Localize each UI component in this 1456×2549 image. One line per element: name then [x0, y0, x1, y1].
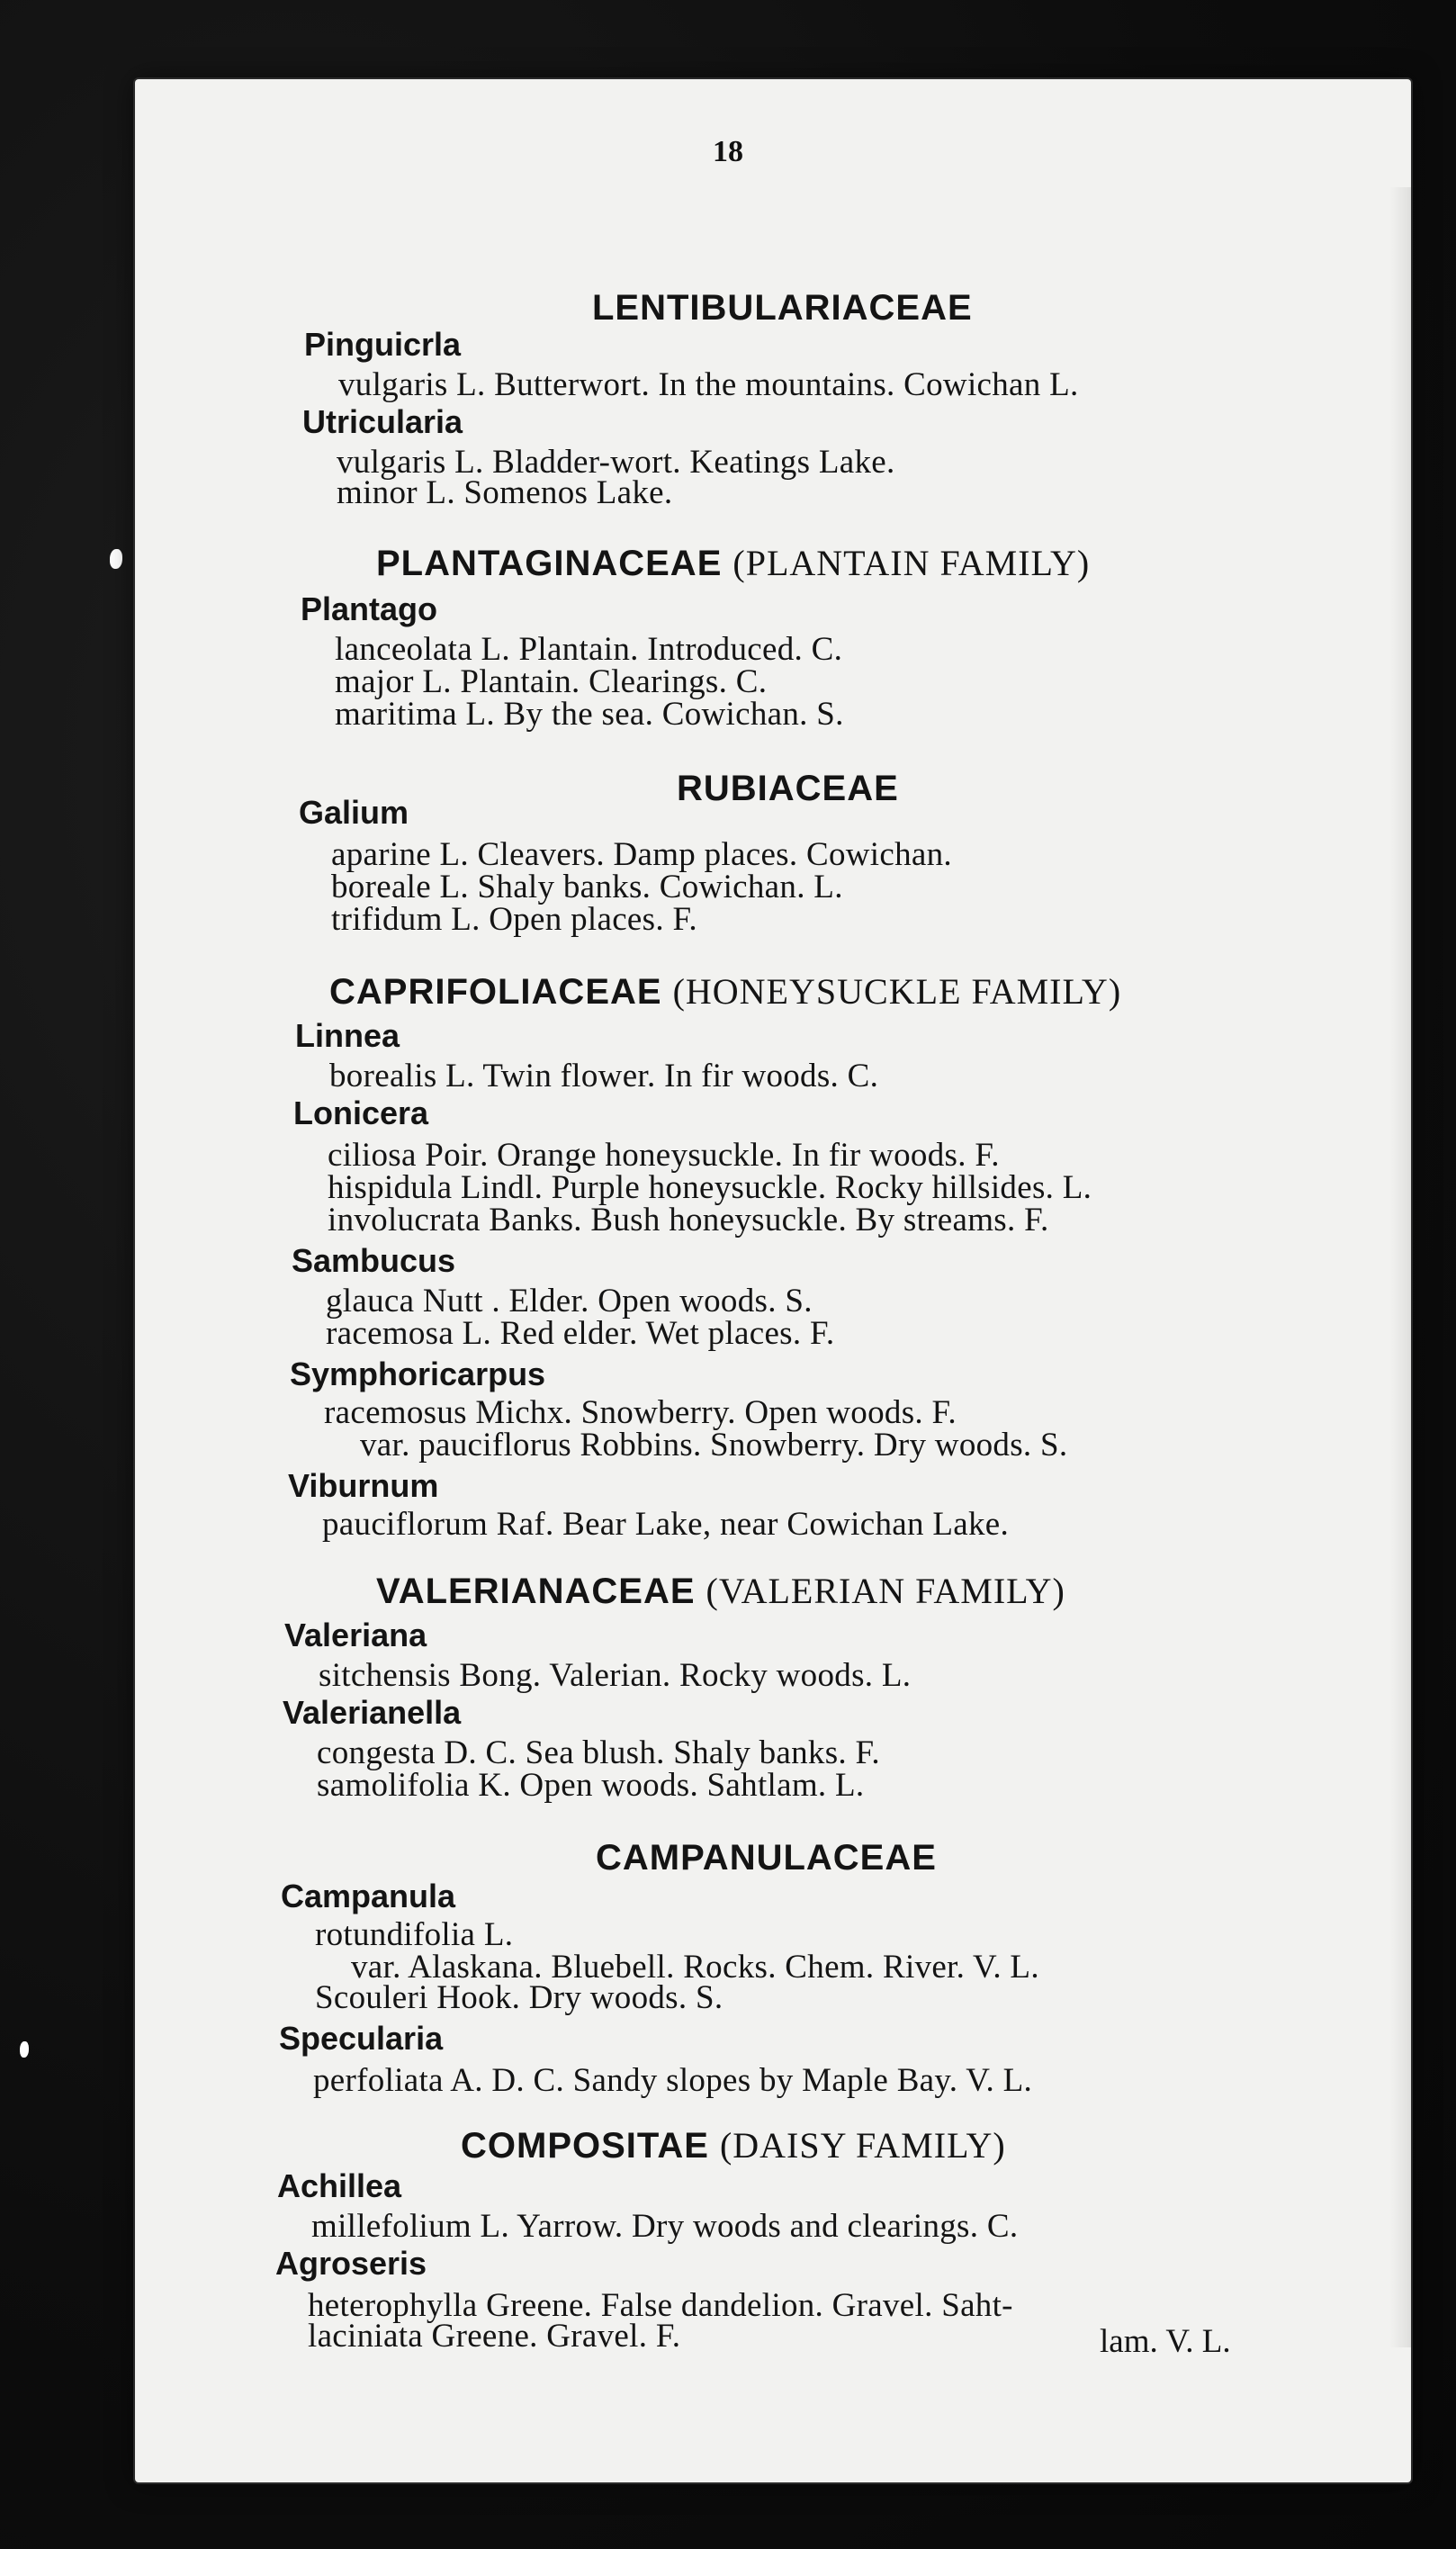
species-entry: sitchensis Bong. Valerian. Rocky woods. L.: [319, 1657, 912, 1694]
species-entry: major L. Plantain. Clearings. C.: [335, 663, 768, 700]
genus-name: Linnea: [295, 1017, 400, 1054]
species-entry: maritima L. By the sea. Cowichan. S.: [335, 696, 844, 733]
genus-name: Viburnum: [288, 1467, 439, 1504]
genus-name: Agroseris: [275, 2245, 427, 2282]
genus-name: Lonicera: [293, 1094, 429, 1131]
species-entry: perfoliata A. D. C. Sandy slopes by Maple Bay. V. L.: [313, 2062, 1033, 2099]
family-name: CAPRIFOLIACEAE: [329, 972, 662, 1012]
species-entry: pauciflorum Raf. Bear Lake, near Cowichan Lake.: [322, 1506, 1010, 1543]
species-entry: borealis L. Twin flower. In fir woods. C.: [329, 1058, 879, 1094]
genus-name: Campanula: [281, 1878, 456, 1914]
species-entry-variety: var. Alaskana. Bluebell. Rocks. Chem. River. V. L.: [351, 1949, 1039, 1986]
species-entry: laciniata Greene. Gravel. F.: [308, 2318, 681, 2355]
species-entry: boreale L. Shaly banks. Cowichan. L.: [331, 869, 843, 905]
family-name: PLANTAGINACEAE: [376, 544, 723, 583]
species-entry: racemosa L. Red elder. Wet places. F.: [326, 1315, 835, 1352]
family-name: COMPOSITAE: [461, 2126, 709, 2166]
genus-name: Specularia: [279, 2020, 444, 2057]
genus-name: Symphoricarpus: [290, 1356, 546, 1392]
species-entry: glauca Nutt . Elder. Open woods. S.: [326, 1283, 813, 1320]
species-entry: samolifolia K. Open woods. Sahtlam. L.: [317, 1767, 865, 1804]
family-heading: [677, 767, 899, 809]
genus-name: Achillea: [277, 2167, 402, 2204]
species-entry: vulgaris L. Bladder-wort. Keatings Lake.: [337, 444, 895, 481]
family-common-name: (HONEYSUCKLE FAMILY): [672, 971, 1122, 1012]
species-entry: involucrata Banks. Bush honeysuckle. By streams. F.: [328, 1202, 1049, 1238]
species-entry: heterophylla Greene. False dandelion. Gravel. Saht-: [308, 2287, 1013, 2324]
family-name: CAMPANULACEAE: [596, 1838, 937, 1878]
family-heading: [329, 970, 1121, 1013]
family-heading: [596, 1836, 937, 1878]
species-entry: racemosus Michx. Snowberry. Open woods. F.: [324, 1394, 957, 1431]
family-common-name: (DAISY FAMILY): [719, 2125, 1006, 2166]
species-entry: vulgaris L. Butterwort. In the mountains. Cowichan L.: [338, 366, 1079, 403]
family-name: LENTIBULARIACEAE: [592, 288, 973, 328]
genus-name: Plantago: [301, 590, 438, 627]
species-entry: congesta D. C. Sea blush. Shaly banks. F.: [317, 1734, 880, 1771]
species-entry: ciliosa Poir. Orange honeysuckle. In fir woods. F.: [328, 1137, 1000, 1174]
species-entry-variety: var. pauciflorus Robbins. Snowberry. Dry woods. S.: [360, 1427, 1068, 1464]
species-entry: aparine L. Cleavers. Damp places. Cowichan.: [331, 836, 952, 873]
species-entry: millefolium L. Yarrow. Dry woods and clearings. C.: [311, 2208, 1019, 2245]
family-heading: [461, 2124, 1006, 2166]
species-entry: Scouleri Hook. Dry woods. S.: [315, 1979, 724, 2016]
species-entry: lanceolata L. Plantain. Introduced. C.: [335, 631, 843, 668]
family-common-name: (VALERIAN FAMILY): [706, 1571, 1065, 1611]
species-entry: trifidum L. Open places. F.: [331, 901, 697, 938]
genus-name: Utricularia: [302, 403, 463, 440]
hyphenated-continuation: lam. V. L.: [1100, 2323, 1231, 2360]
genus-name: Valeriana: [284, 1617, 427, 1653]
page-number: 18: [713, 135, 743, 168]
family-heading: [376, 542, 1090, 584]
family-heading: [592, 286, 973, 329]
genus-name: Galium: [299, 794, 409, 831]
species-entry: hispidula Lindl. Purple honeysuckle. Rocky hillsides. L.: [328, 1169, 1092, 1206]
species-entry: rotundifolia L.: [315, 1916, 514, 1953]
species-entry: minor L. Somenos Lake.: [337, 474, 673, 511]
genus-name: Sambucus: [292, 1242, 456, 1279]
family-common-name: (PLANTAIN FAMILY): [732, 543, 1091, 583]
genus-name: Pinguicrla: [304, 326, 462, 363]
family-name: VALERIANACEAE: [376, 1572, 696, 1611]
family-name: RUBIACEAE: [677, 769, 899, 808]
family-heading: [376, 1570, 1065, 1612]
genus-name: Valerianella: [283, 1694, 462, 1731]
